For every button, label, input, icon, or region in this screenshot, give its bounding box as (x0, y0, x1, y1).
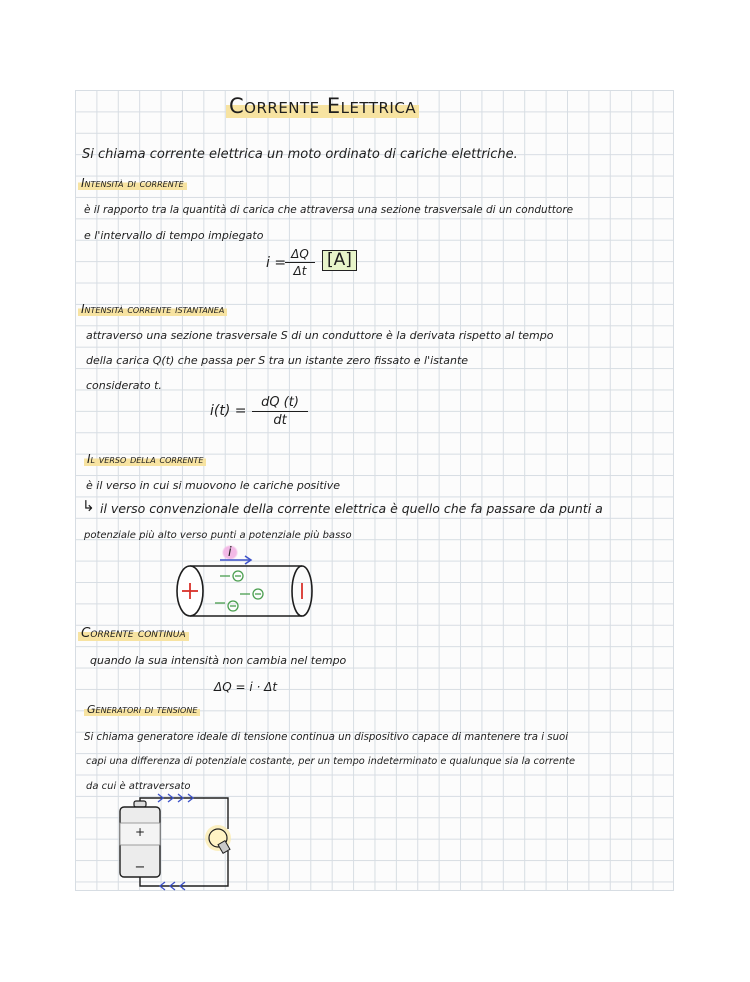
heading-generatori: Generatori di tensione (84, 704, 200, 715)
s4-formula: ΔQ = i · Δt (214, 680, 278, 694)
s3-line3: potenziale più alto verso punti a potenziale più basso (84, 530, 352, 541)
fraction-bar (252, 411, 308, 412)
heading-istantanea: Intensità corrente istantanea (78, 303, 227, 315)
s2-line2: della carica Q(t) che passa per S tra un istante zero fissato e l'istante (86, 354, 469, 367)
s1-unit (322, 250, 357, 271)
heading-intensita: Intensità di corrente (78, 177, 187, 189)
s3-line1: è il verso in cui si muovono le cariche positive (86, 479, 340, 492)
fraction-bar (285, 262, 315, 263)
s5-line1: Si chiama generatore ideale di tensione continua un dispositivo capace di mantenere tra i suoi (84, 732, 569, 743)
s4-line1: quando la sua intensità non cambia nel tempo (90, 654, 347, 667)
s1-formula-numerator: ΔQ (291, 247, 309, 261)
s1-formula-fraction (285, 248, 315, 277)
s5-line3: da cui è attraversato (86, 781, 191, 792)
s3-line2: il verso convenzionale della corrente elettrica è quello che fa passare da punti a (100, 501, 603, 516)
s1-line2: e l'intervallo di tempo impiegato (84, 229, 264, 242)
page-title: Corrente Elettrica (226, 96, 419, 117)
heading-verso: Il verso della corrente (84, 453, 206, 465)
battery-plus: + (134, 825, 146, 839)
s2-formula-fraction (252, 396, 308, 427)
s5-line2: capi una differenza di potenziale costante, per un tempo indeterminato e qualunque sia la corrente (86, 756, 576, 767)
s2-formula-lhs: i(t) = (210, 403, 247, 419)
electrons (215, 571, 263, 611)
s3-arrow-icon: ↳ (82, 497, 95, 515)
s2-line1: attraverso una sezione trasversale S di un conduttore è la derivata rispetto al tempo (86, 329, 554, 342)
s1-formula-lhs: i = (266, 255, 287, 271)
s1-line1: è il rapporto tra la quantità di carica che attraversa una sezione trasversale di un conduttore (84, 204, 574, 216)
conductor-diagram (170, 556, 320, 621)
s1-formula-denominator: Δt (293, 264, 307, 278)
intro-text: Si chiama corrente elettrica un moto ordinato di cariche elettriche. (82, 147, 518, 162)
battery-cap (134, 801, 146, 807)
s2-formula-denominator: dt (273, 413, 287, 428)
heading-continua: Corrente continua (78, 627, 189, 641)
current-label: i (222, 546, 238, 559)
battery-circuit (110, 793, 240, 893)
s2-line3: considerato t. (86, 379, 162, 392)
s1-unit-text: [A] (327, 250, 352, 270)
battery-minus: − (134, 860, 146, 875)
cylinder-body (190, 566, 302, 616)
s2-formula-numerator: dQ (t) (261, 395, 299, 410)
